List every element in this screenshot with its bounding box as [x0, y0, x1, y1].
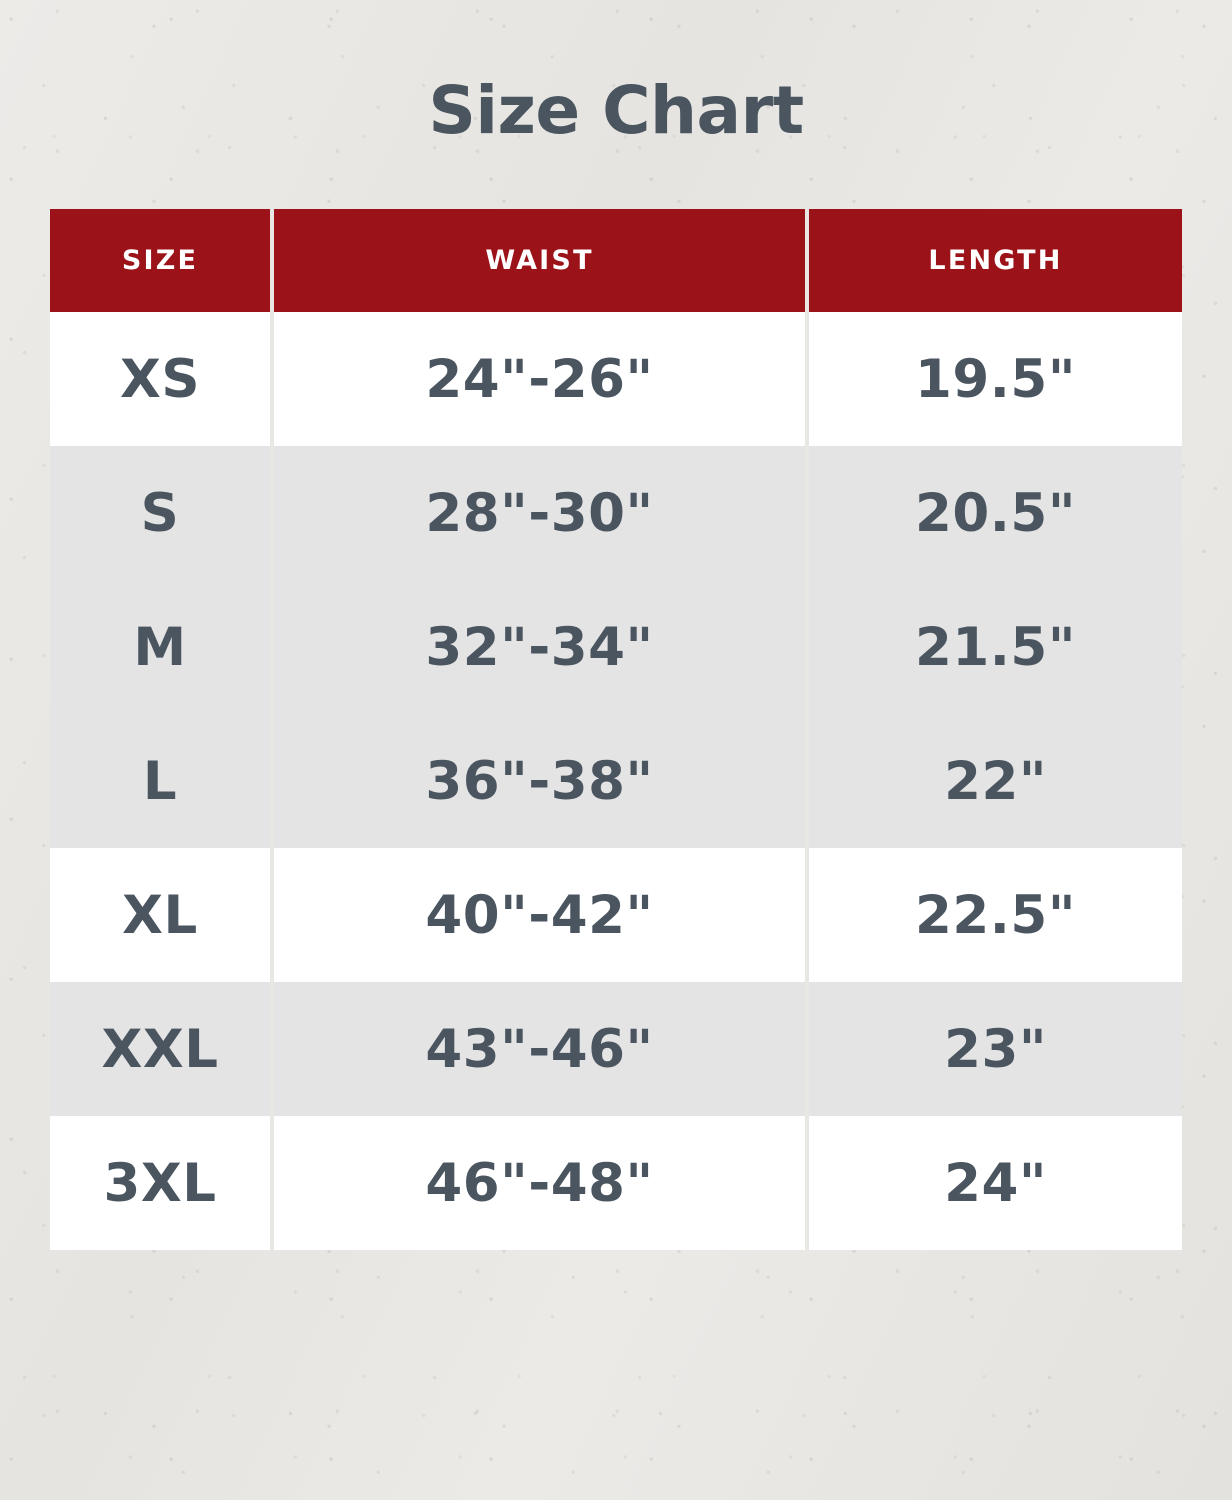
cell-length: 23" — [807, 982, 1182, 1116]
cell-size: M — [50, 580, 272, 714]
cell-waist: 36"-38" — [272, 714, 807, 848]
table-row — [50, 312, 1182, 446]
cell-length: 24" — [807, 1116, 1182, 1250]
table-row — [50, 848, 1182, 982]
table-body — [50, 312, 1182, 1250]
cell-waist: 28"-30" — [272, 446, 807, 580]
table-row — [50, 714, 1182, 848]
cell-length: 22.5" — [807, 848, 1182, 982]
cell-length: 20.5" — [807, 446, 1182, 580]
cell-size: 3XL — [50, 1116, 272, 1250]
page-title: Size Chart — [428, 72, 804, 149]
cell-size: XS — [50, 312, 272, 446]
cell-size: XXL — [50, 982, 272, 1116]
column-header-length: LENGTH — [807, 209, 1182, 312]
column-header-size: SIZE — [50, 209, 272, 312]
cell-waist: 32"-34" — [272, 580, 807, 714]
column-header-waist: WAIST — [272, 209, 807, 312]
size-chart-table-container — [50, 209, 1182, 1250]
table-row — [50, 1116, 1182, 1250]
table-row — [50, 446, 1182, 580]
cell-length: 22" — [807, 714, 1182, 848]
cell-waist: 24"-26" — [272, 312, 807, 446]
table-header-row — [50, 209, 1182, 312]
table-row — [50, 982, 1182, 1116]
cell-waist: 46"-48" — [272, 1116, 807, 1250]
cell-size: S — [50, 446, 272, 580]
size-chart-table — [50, 209, 1182, 1250]
table-row — [50, 580, 1182, 714]
cell-size: XL — [50, 848, 272, 982]
cell-size: L — [50, 714, 272, 848]
cell-length: 21.5" — [807, 580, 1182, 714]
table-header — [50, 209, 1182, 312]
cell-length: 19.5" — [807, 312, 1182, 446]
cell-waist: 43"-46" — [272, 982, 807, 1116]
cell-waist: 40"-42" — [272, 848, 807, 982]
